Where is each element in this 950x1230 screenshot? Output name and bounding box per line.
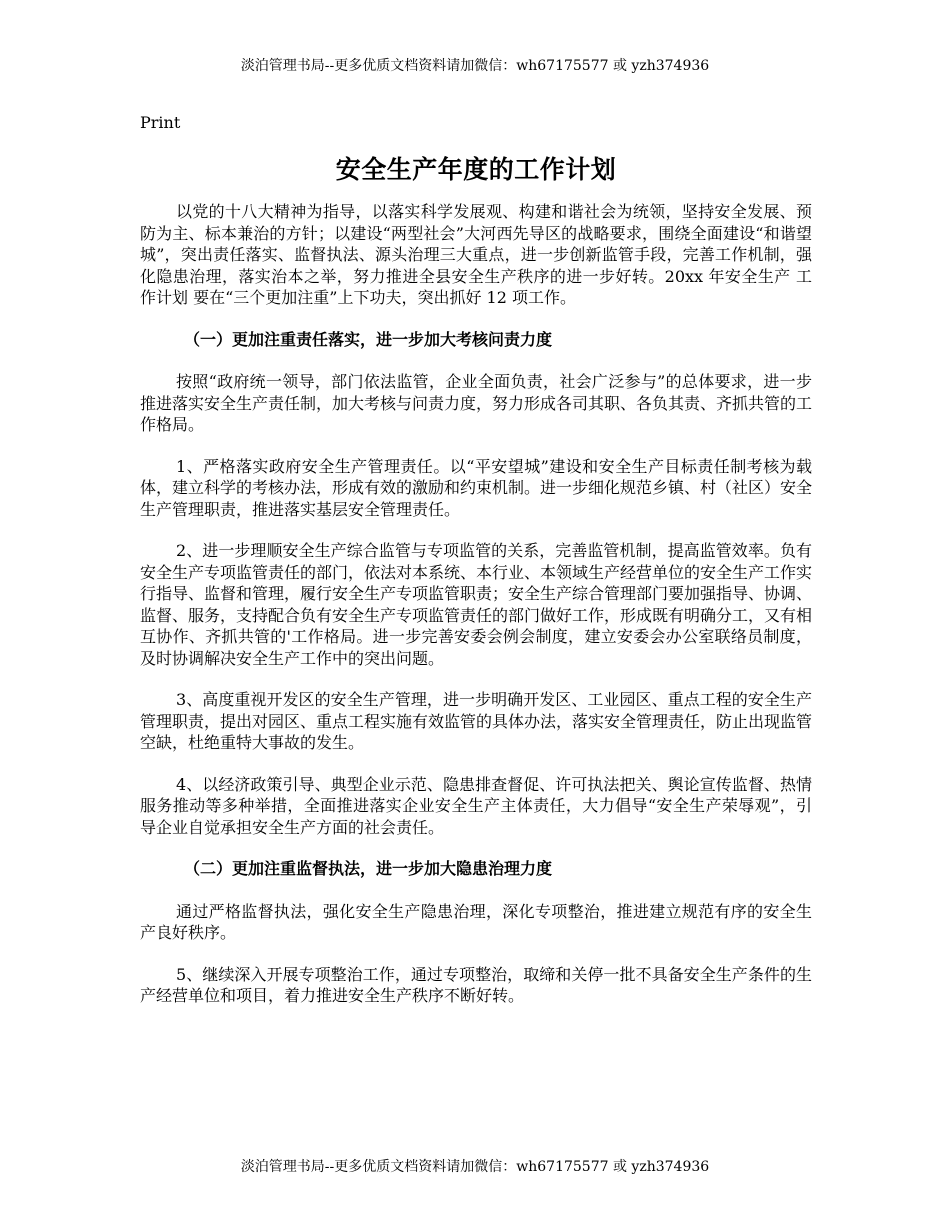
- page-footer: 淡泊管理书局--更多优质文档资料请加微信：wh67175577 或 yzh374936: [240, 1159, 710, 1175]
- list-item-3: 3、高度重视开发区的安全生产管理，进一步明确开发区、工业园区、重点工程的安全生产管理职责，提出对园区、重点工程实施有效监管的具体办法，落实安全管理责任，防止出现监管空缺，杜绝重特大事故的发生。: [140, 690, 813, 752]
- section-2-intro: 通过严格监督执法，强化安全生产隐患治理，深化专项整治，推进建立规范有序的安全生产良好秩序。: [140, 901, 812, 942]
- document-body: [140, 112, 812, 1027]
- list-item-2: 2、进一步理顺安全生产综合监管与专项监管的关系，完善监管机制，提高监管效率。负有安全生产专项监管责任的部门，依法对本系统、本行业、本领域生产经营单位的安全生产工作实行指导、监督和管理，履行安全生产专项监管职责；安全生产综合管理部门要加强指导、协调、监督、服务，支持配合负有安全生产专项监管责任的部门做好工作，形成既有明确分工，又有相互协作、齐抓共管的'工作格局。进一步完善安委会例会制度，建立安委会办公室联络员制度，及时协调解决安全生产工作中的突出问题。: [140, 541, 813, 668]
- list-item-4: 4、以经济政策引导、典型企业示范、隐患排查督促、许可执法把关、舆论宣传监督、热情服务推动等多种举措，全面推进落实企业安全生产主体责任，大力倡导“安全生产荣辱观”，引导企业自觉承担安全生产方面的社会责任。: [140, 774, 812, 837]
- list-item-1: 1、严格落实政府安全生产管理责任。以“平安望城”建设和安全生产目标责任制考核为载体，建立科学的考核办法，形成有效的激励和约束机制。进一步细化规范乡镇、村（社区）安全生产管理职责，推进落实基层安全管理责任。: [140, 456, 813, 519]
- section-heading-2: （二）更加注重监督执法，进一步加大隐患治理力度: [184, 859, 553, 878]
- section-1-intro: 按照“政府统一领导，部门依法监管，企业全面负责，社会广泛参与”的总体要求，进一步推进落实安全生产责任制，加大考核与问责力度，努力形成各司其职、各负其责、齐抓共管的工作格局。: [140, 372, 813, 434]
- list-item-5: 5、继续深入开展专项整治工作，通过专项整治，取缔和关停一批不具备安全生产条件的生产经营单位和项目，着力推进安全生产秩序不断好转。: [140, 964, 812, 1005]
- page-title: 安全生产年度的工作计划: [335, 155, 617, 184]
- section-heading-1: （一）更加注重责任落实，进一步加大考核问责力度: [184, 329, 553, 349]
- page-header: 淡泊管理书局--更多优质文档资料请加微信：wh67175577 或 yzh374936: [240, 58, 710, 74]
- intro-paragraph: 以党的十八大精神为指导，以落实科学发展观、构建和谐社会为统领，坚持安全发展、预防为主、标本兼治的方针；以建设“两型社会”大河西先导区的战略要求，围绕全面建设“和谐望城”，突出责任落实、监督执法、源头治理三大重点，进一步创新监管手段，完善工作机制，强化隐患治理，落实治本之举，努力推进全县安全生产秩序的进一步好转。20xx 年安全生产 工作计划 要在“三个更加注重”上下功夫，突出抓好 12 项工作。: [140, 202, 812, 307]
- print-label: Print: [140, 113, 181, 132]
